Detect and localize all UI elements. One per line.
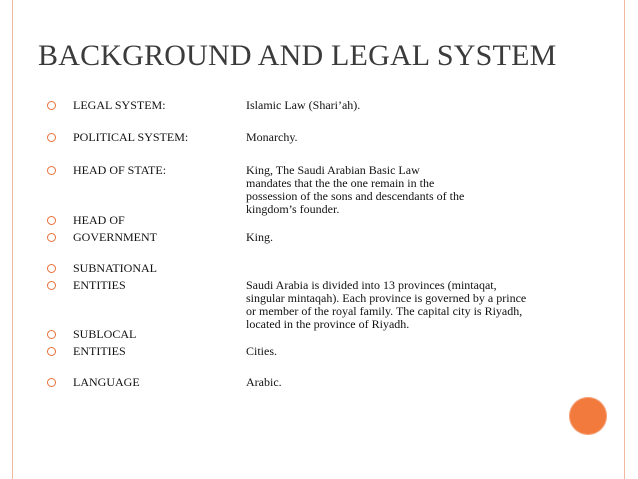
hollow-circle-bullet-icon: [47, 264, 56, 273]
item-value: King.: [246, 230, 273, 244]
hollow-circle-bullet-icon: [47, 347, 56, 356]
item-label: LANGUAGE: [73, 375, 140, 389]
orange-circle-decoration: [569, 397, 607, 435]
item-label: SUBNATIONAL: [73, 261, 157, 275]
item-label: ENTITIES: [73, 344, 126, 358]
hollow-circle-bullet-icon: [47, 330, 56, 339]
hollow-circle-bullet-icon: [47, 233, 56, 242]
right-border-line: [624, 0, 625, 479]
item-value: Cities.: [246, 344, 278, 358]
item-label: HEAD OF: [73, 213, 125, 227]
item-label: LEGAL SYSTEM:: [73, 98, 166, 112]
item-value: Islamic Law (Shari’ah).: [246, 98, 361, 112]
hollow-circle-bullet-icon: [47, 216, 56, 225]
hollow-circle-bullet-icon: [47, 101, 56, 110]
item-label: HEAD OF STATE:: [73, 163, 167, 177]
item-value: King, The Saudi Arabian Basic Law mandates that the the one remain in the possession of the sons and descendants of the kingdom’s founder.: [246, 163, 465, 216]
item-value: Monarchy.: [246, 130, 298, 144]
hollow-circle-bullet-icon: [47, 281, 56, 290]
left-border-line: [12, 0, 13, 479]
hollow-circle-bullet-icon: [47, 378, 56, 387]
item-value: Saudi Arabia is divided into 13 provinces (mintaqat, singular mintaqah). Each province is governed by a prince or member of the royal family. The capital city is Riyadh, located in the province of Riyadh.: [246, 278, 527, 331]
slide-title: BACKGROUND AND LEGAL SYSTEM: [38, 39, 557, 72]
item-label: SUBLOCAL: [73, 327, 137, 341]
item-label: GOVERNMENT: [73, 230, 157, 244]
hollow-circle-bullet-icon: [47, 166, 56, 175]
item-label: POLITICAL SYSTEM:: [73, 130, 189, 144]
item-value: Arabic.: [246, 375, 282, 389]
item-label: ENTITIES: [73, 278, 126, 292]
hollow-circle-bullet-icon: [47, 133, 56, 142]
